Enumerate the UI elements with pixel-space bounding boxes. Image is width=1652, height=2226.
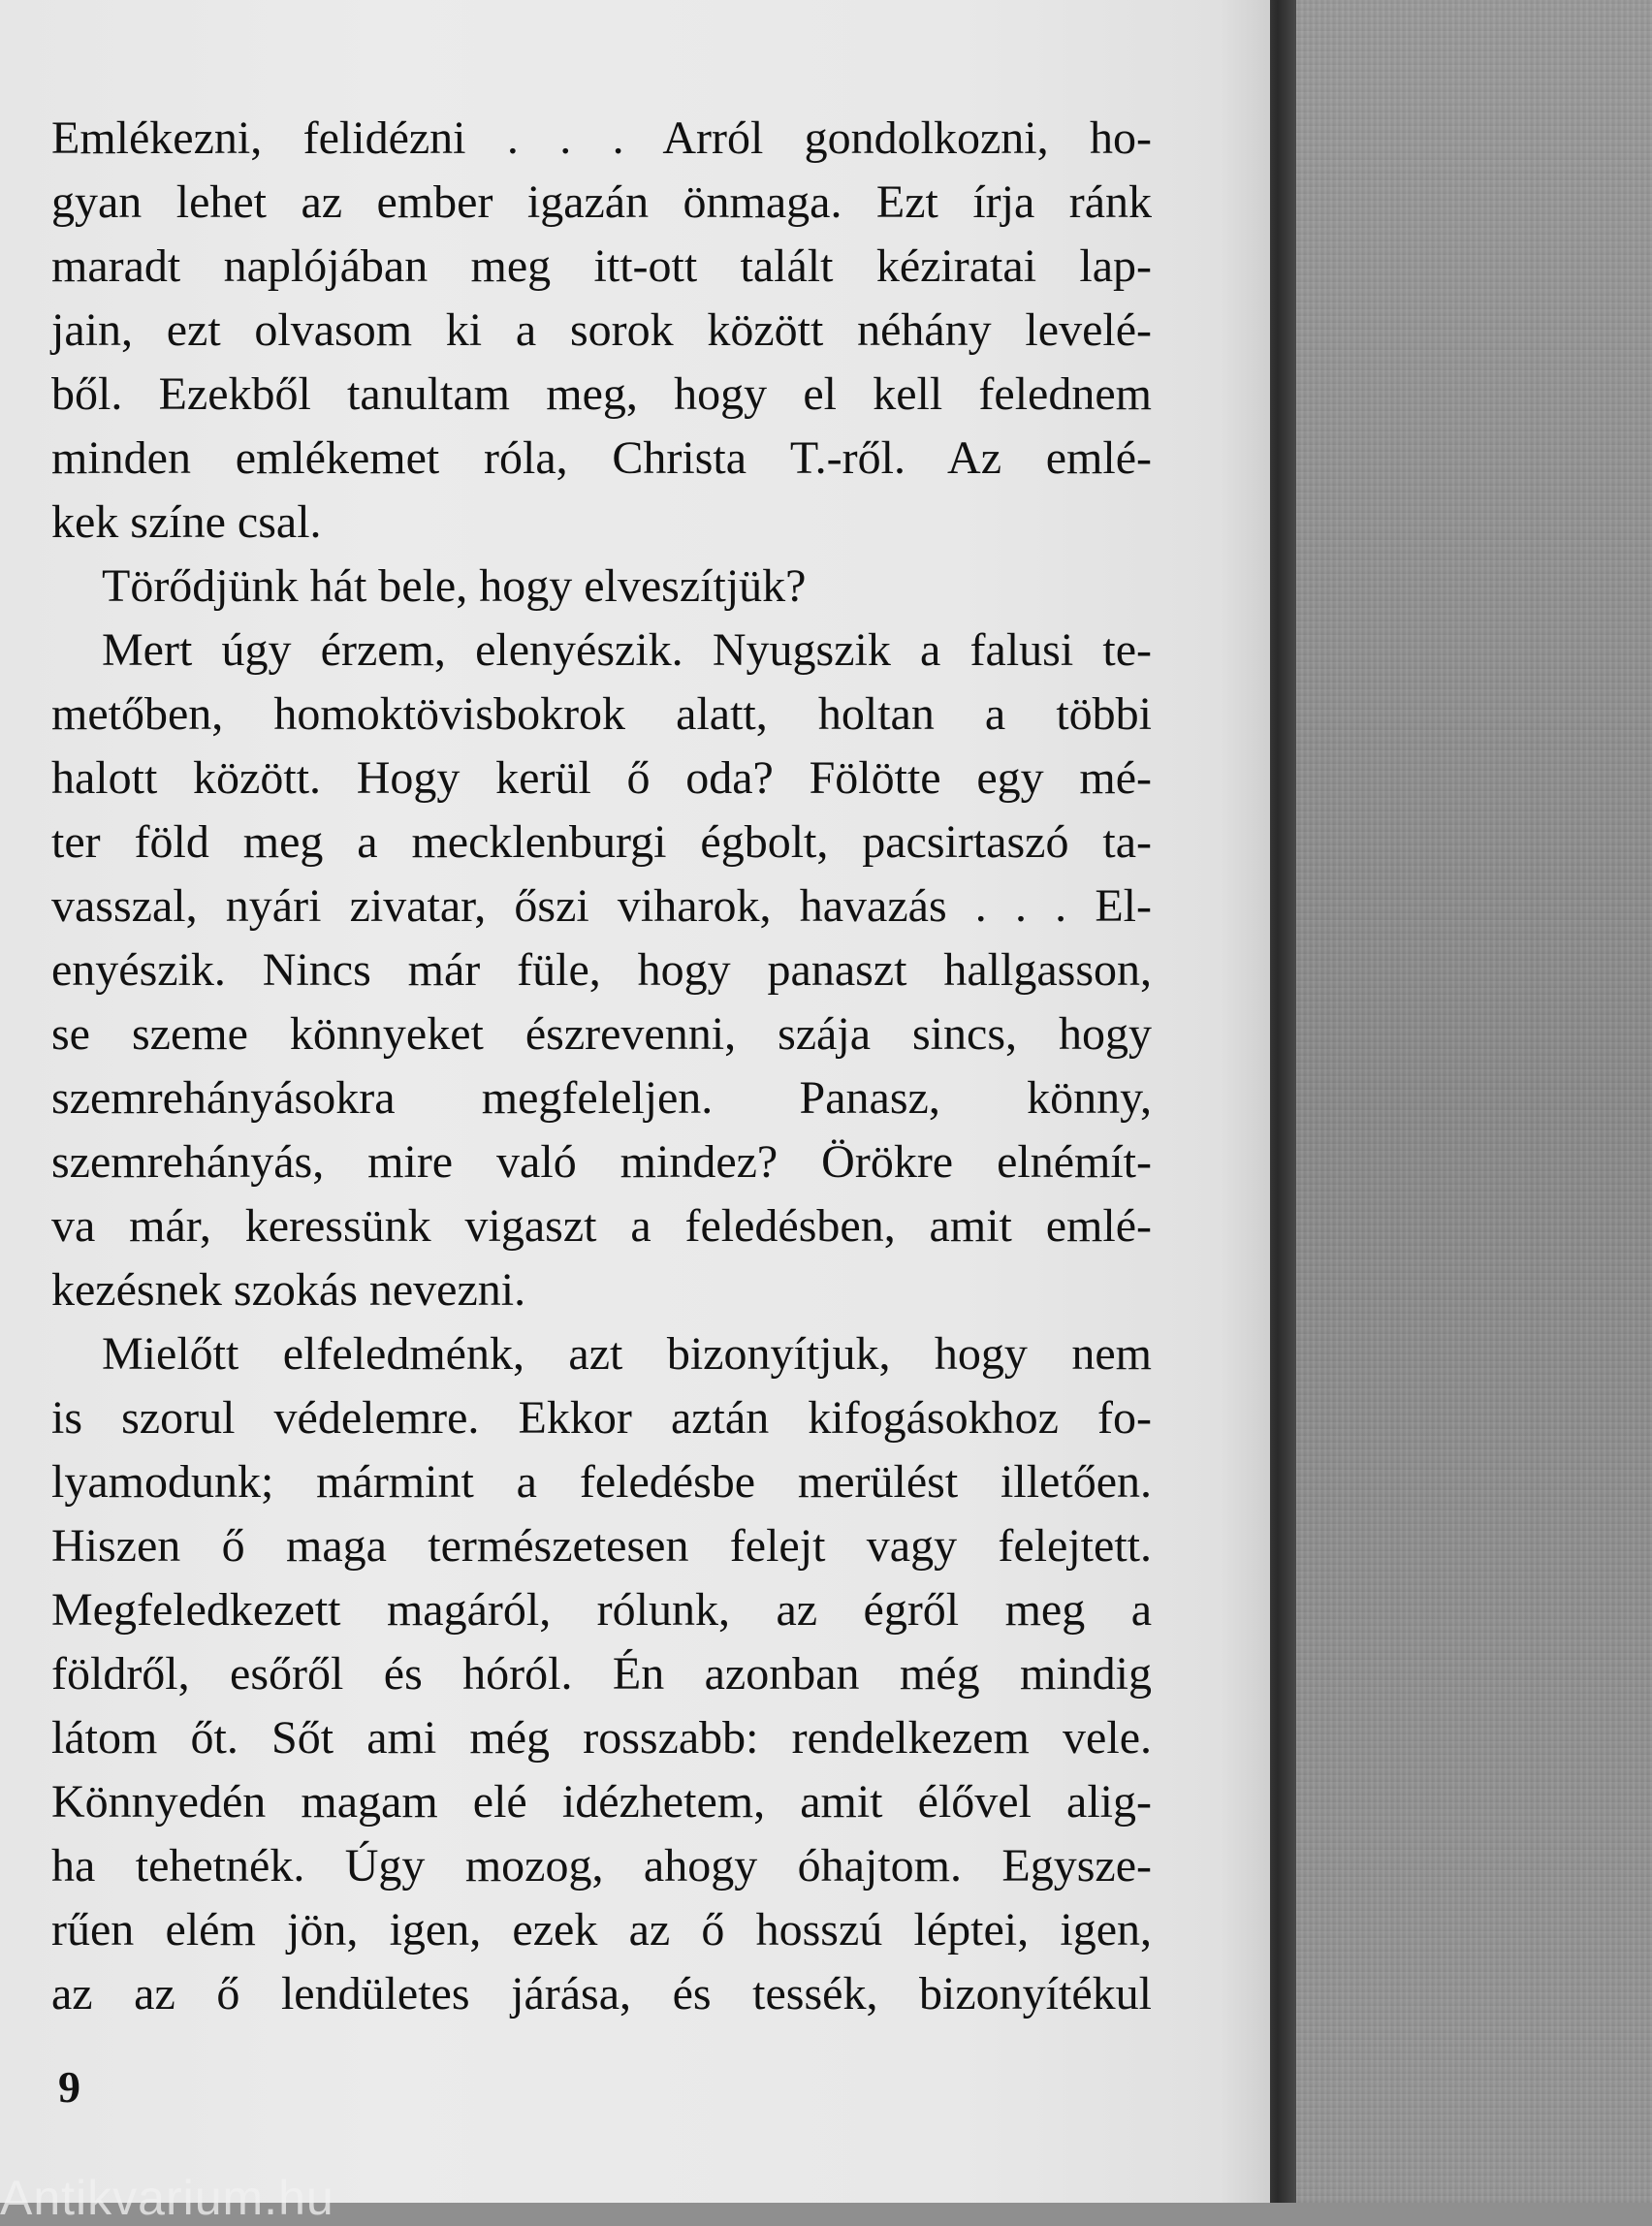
text-line: Törődjünk hát bele, hogy elveszítjük? bbox=[102, 560, 807, 612]
text-line: vasszal, nyári zivatar, őszi viharok, havazás . . . El- bbox=[51, 880, 1152, 932]
text-line: ből. Ezekből tanultam meg, hogy el kell felednem bbox=[51, 368, 1152, 420]
text-line: enyészik. Nincs már füle, hogy panaszt hallgasson, bbox=[51, 944, 1152, 996]
text-line: jain, ezt olvasom ki a sorok között néhány levelé- bbox=[51, 304, 1152, 356]
text-line: Mert úgy érzem, elenyészik. Nyugszik a falusi te- bbox=[102, 624, 1152, 676]
text-line: minden emlékemet róla, Christa T.-ről. Az emlé- bbox=[51, 432, 1152, 484]
text-line: kek színe csal. bbox=[51, 496, 322, 548]
text-line: gyan lehet az ember igazán önmaga. Ezt írja ránk bbox=[51, 176, 1152, 228]
text-line: szemrehányás, mire való mindez? Örökre elnémít- bbox=[51, 1136, 1152, 1188]
text-line: se szeme könnyeket észrevenni, szája sincs, hogy bbox=[51, 1008, 1152, 1060]
text-line: lyamodunk; mármint a feledésbe merülést illetően. bbox=[51, 1456, 1152, 1508]
background-fabric bbox=[1260, 0, 1652, 2203]
text-line: földről, esőről és hóról. Én azonban még mindig bbox=[51, 1648, 1152, 1700]
body-text bbox=[51, 107, 1152, 2026]
text-line: Emlékezni, felidézni . . . Arról gondolkozni, ho- bbox=[51, 112, 1152, 164]
text-line: Könnyedén magam elé idézhetem, amit élővel alig- bbox=[51, 1776, 1152, 1828]
text-line: maradt naplójában meg itt-ott talált kéziratai lap- bbox=[51, 240, 1152, 292]
text-line: szemrehányásokra megfeleljen. Panasz, könny, bbox=[51, 1072, 1152, 1124]
text-line: látom őt. Sőt ami még rosszabb: rendelkezem vele. bbox=[51, 1712, 1152, 1764]
text-line: Hiszen ő maga természetesen felejt vagy felejtett. bbox=[51, 1520, 1152, 1572]
text-line: az az ő lendületes járása, és tessék, bizonyítékul bbox=[51, 1968, 1152, 2019]
page-number: 9 bbox=[58, 2062, 80, 2112]
text-line: Mielőtt elfeledménk, azt bizonyítjuk, hogy nem bbox=[102, 1328, 1152, 1380]
text-line: kezésnek szokás nevezni. bbox=[51, 1264, 526, 1316]
text-line: rűen elém jön, igen, ezek az ő hosszú léptei, igen, bbox=[51, 1904, 1152, 1956]
text-line: ha tehetnék. Úgy mozog, ahogy óhajtom. Egysze- bbox=[51, 1840, 1152, 1892]
watermark: Antikvarium.hu bbox=[0, 2171, 334, 2225]
text-line: ter föld meg a mecklenburgi égbolt, pacsirtaszó ta- bbox=[51, 816, 1152, 868]
text-line: va már, keressünk vigaszt a feledésben, amit emlé- bbox=[51, 1200, 1152, 1252]
text-line: metőben, homoktövisbokrok alatt, holtan a többi bbox=[51, 688, 1152, 740]
text-line: Megfeledkezett magáról, rólunk, az égről meg a bbox=[51, 1584, 1152, 1636]
text-line: halott között. Hogy kerül ő oda? Fölötte egy mé- bbox=[51, 752, 1152, 804]
text-line: is szorul védelemre. Ekkor aztán kifogásokhoz fo- bbox=[51, 1392, 1152, 1444]
